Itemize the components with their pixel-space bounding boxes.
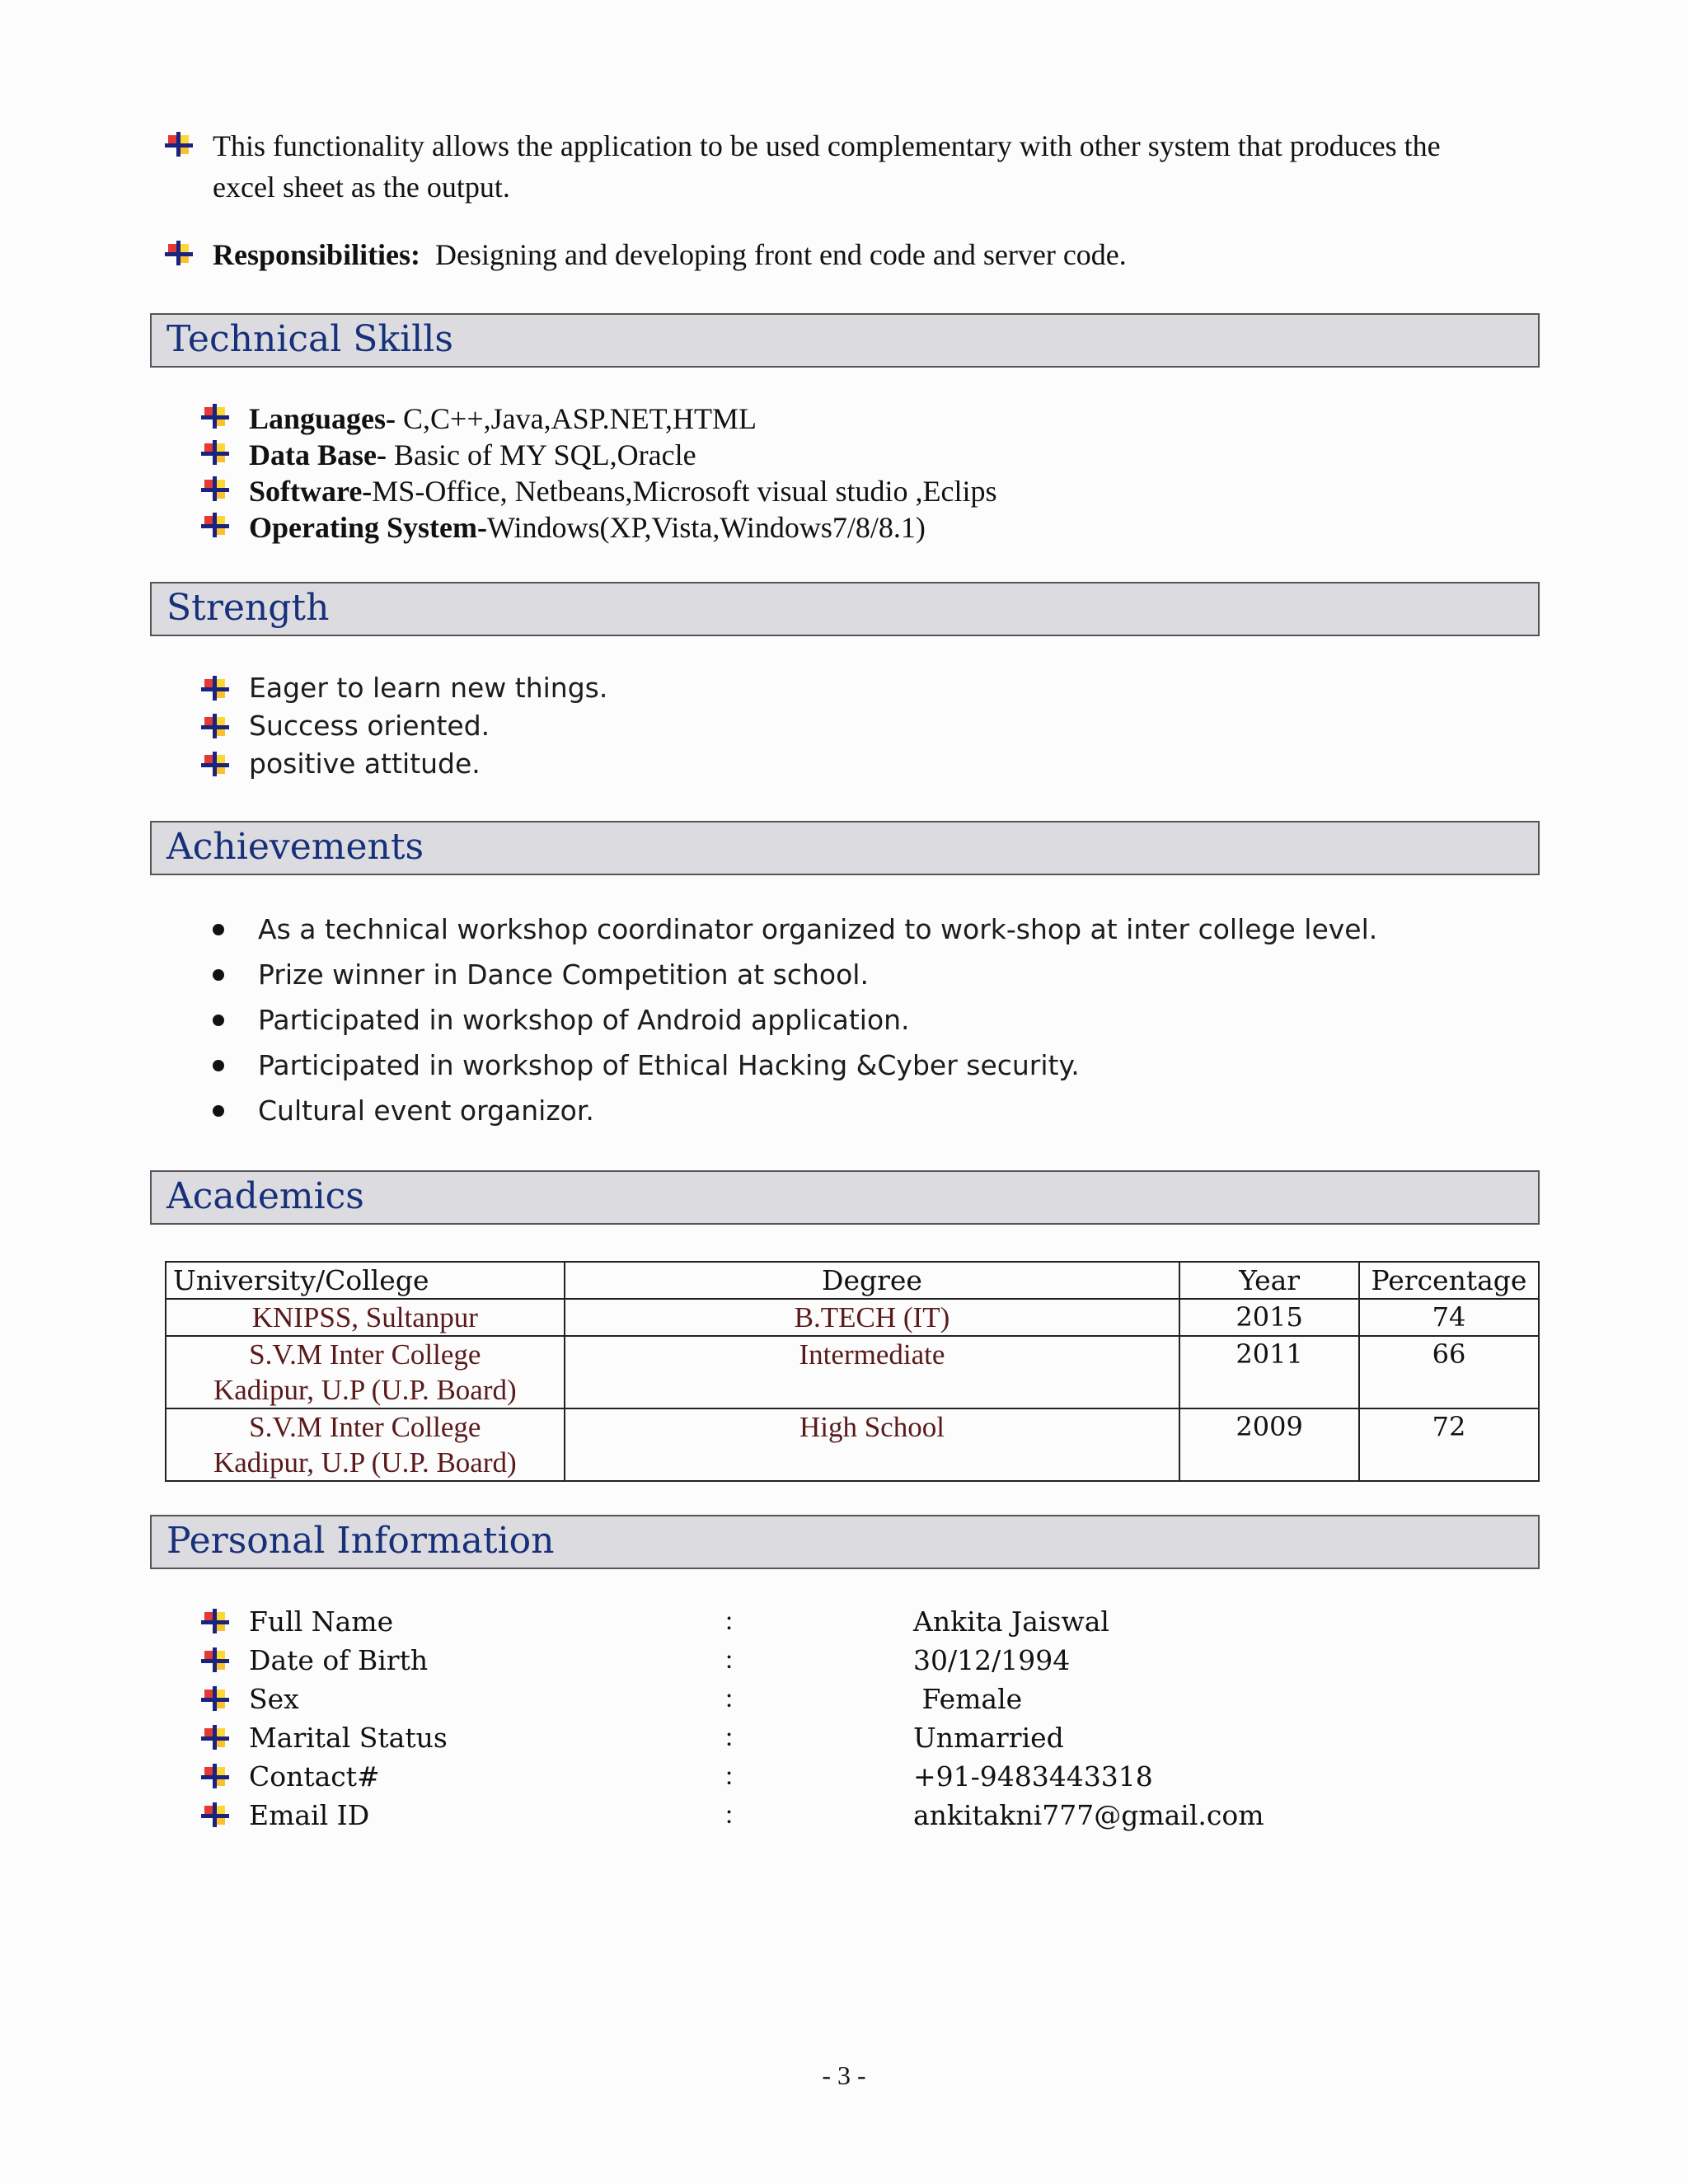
achievement-item: Participated in workshop of Android application.	[258, 1004, 910, 1036]
degree-cell: High School	[565, 1408, 1180, 1481]
percentage-cell: 72	[1359, 1408, 1539, 1481]
personal-label: Contact#	[249, 1760, 380, 1793]
personal-label: Email ID	[249, 1799, 370, 1831]
bullet-dot-icon	[213, 924, 224, 935]
flag-bullet-icon	[201, 404, 229, 429]
strength-item: Eager to learn new things.	[249, 672, 608, 704]
skill-item: Operating System-Windows(XP,Vista,Windows7/8/8.1)	[249, 511, 926, 544]
personal-value: +91-9483443318	[913, 1760, 1153, 1793]
separator: :	[725, 1684, 734, 1713]
column-header: University/College	[166, 1262, 565, 1299]
bullet-dot-icon	[213, 1015, 224, 1026]
intro-line-1: This functionality allows the application to be used complementary with other system that produces the	[213, 129, 1441, 162]
column-header: Percentage	[1359, 1262, 1539, 1299]
personal-value: Ankita Jaiswal	[913, 1605, 1109, 1638]
section-header-strength	[150, 582, 1540, 636]
college-cell: KNIPSS, Sultanpur	[166, 1299, 565, 1336]
flag-bullet-icon	[201, 714, 229, 738]
college-cell: S.V.M Inter College Kadipur, U.P (U.P. Board)	[166, 1408, 565, 1481]
responsibilities-line	[213, 234, 1127, 275]
separator: :	[725, 1722, 734, 1752]
flag-bullet-icon	[201, 1609, 229, 1633]
percentage-cell: 74	[1359, 1299, 1539, 1336]
separator: :	[725, 1645, 734, 1675]
strength-item: Success oriented.	[249, 710, 490, 742]
separator: :	[725, 1606, 734, 1636]
flag-bullet-icon	[201, 676, 229, 701]
table-row	[166, 1408, 1539, 1481]
section-title: Achievements	[166, 826, 424, 868]
achievement-item: Cultural event organizor.	[258, 1094, 594, 1127]
bullet-dot-icon	[213, 969, 224, 981]
flag-bullet-icon	[201, 1647, 229, 1672]
responsibilities-label: Responsibilities:	[213, 238, 421, 271]
personal-label: Date of Birth	[249, 1644, 429, 1676]
personal-label: Full Name	[249, 1605, 394, 1638]
table-row	[166, 1336, 1539, 1408]
flag-bullet-icon	[201, 752, 229, 776]
academics-table	[165, 1261, 1540, 1482]
section-header-technical-skills	[150, 313, 1540, 368]
separator: :	[725, 1800, 734, 1830]
degree-cell: B.TECH (IT)	[565, 1299, 1180, 1336]
personal-value: 30/12/1994	[913, 1644, 1071, 1676]
flag-bullet-icon	[201, 1802, 229, 1827]
achievement-item: As a technical workshop coordinator organized to work-shop at inter college level.	[258, 913, 1378, 945]
flag-bullet-icon	[201, 513, 229, 537]
column-header: Degree	[565, 1262, 1180, 1299]
skill-item: Data Base- Basic of MY SQL,Oracle	[249, 438, 696, 471]
college-cell: S.V.M Inter College Kadipur, U.P (U.P. Board)	[166, 1336, 565, 1408]
section-header-achievements	[150, 821, 1540, 875]
table-row	[166, 1299, 1539, 1336]
skill-item: Software-MS-Office, Netbeans,Microsoft visual studio ,Eclips	[249, 475, 997, 508]
table-header-row	[166, 1262, 1539, 1299]
flag-bullet-icon	[201, 440, 229, 465]
bullet-dot-icon	[213, 1105, 224, 1117]
section-header-academics	[150, 1170, 1540, 1225]
section-title: Personal Information	[166, 1520, 555, 1562]
year-cell: 2015	[1179, 1299, 1359, 1336]
flag-bullet-icon	[201, 1764, 229, 1788]
bullet-dot-icon	[213, 1060, 224, 1071]
flag-bullet-icon	[201, 476, 229, 501]
strength-item: positive attitude.	[249, 748, 481, 780]
section-title: Strength	[166, 587, 330, 629]
degree-cell: Intermediate	[565, 1336, 1180, 1408]
intro-line-2: excel sheet as the output.	[213, 171, 510, 204]
separator: :	[725, 1761, 734, 1791]
achievement-item: Participated in workshop of Ethical Hacking &Cyber security.	[258, 1049, 1080, 1081]
page-number: - 3 -	[822, 2060, 866, 2090]
flag-bullet-icon	[165, 241, 193, 265]
percentage-cell: 66	[1359, 1336, 1539, 1408]
responsibilities-text: Designing and developing front end code and server code.	[435, 238, 1127, 271]
personal-value: Female	[913, 1683, 1023, 1715]
section-header-personal-information	[150, 1515, 1540, 1569]
personal-label: Marital Status	[249, 1722, 448, 1754]
personal-label: Sex	[249, 1683, 299, 1715]
section-title: Technical Skills	[166, 318, 453, 360]
flag-bullet-icon	[201, 1686, 229, 1711]
year-cell: 2009	[1179, 1408, 1359, 1481]
flag-bullet-icon	[201, 1725, 229, 1750]
skill-item: Languages- C,C++,Java,ASP.NET,HTML	[249, 402, 757, 435]
year-cell: 2011	[1179, 1336, 1359, 1408]
email-value: ankitakni777@gmail.com	[913, 1799, 1264, 1831]
column-header: Year	[1179, 1262, 1359, 1299]
achievement-item: Prize winner in Dance Competition at school.	[258, 958, 869, 991]
section-title: Academics	[166, 1175, 364, 1217]
personal-value: Unmarried	[913, 1722, 1064, 1754]
flag-bullet-icon	[165, 132, 193, 157]
